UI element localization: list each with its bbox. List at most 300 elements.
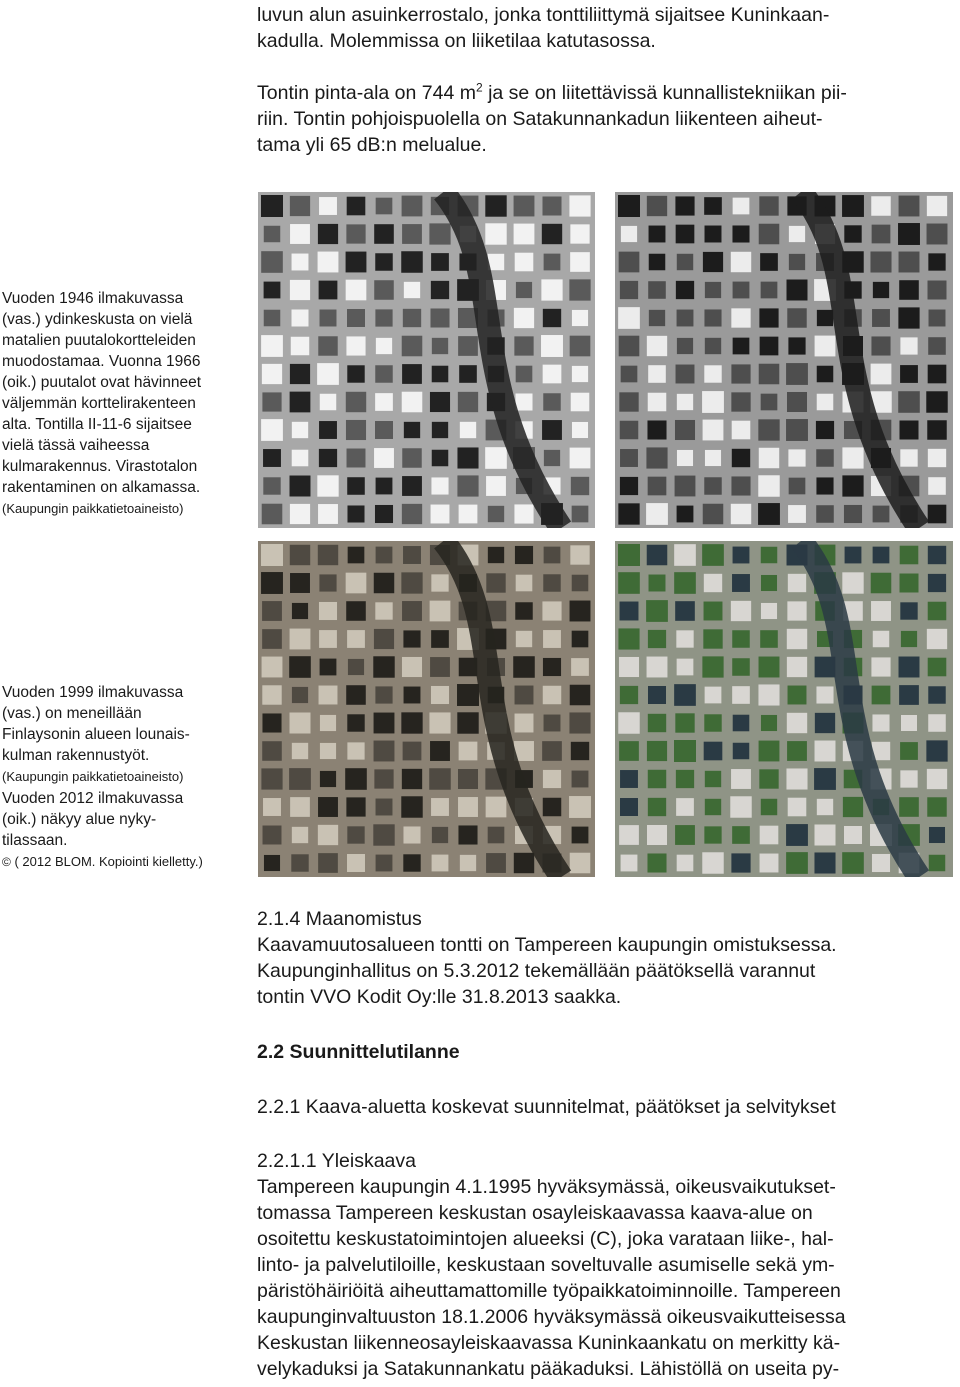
city-block — [928, 602, 947, 621]
city-block — [816, 449, 833, 466]
text-line: Kaupunginhallitus on 5.3.2012 tekemällään päätöksellä varannut — [257, 960, 816, 982]
city-block — [731, 476, 750, 495]
city-block — [290, 504, 310, 524]
city-block — [430, 741, 450, 761]
city-block — [759, 308, 778, 327]
city-block — [459, 742, 478, 761]
city-block — [732, 686, 750, 704]
city-block — [319, 281, 338, 300]
city-block — [872, 714, 889, 731]
city-block — [731, 504, 751, 524]
city-block — [261, 251, 283, 273]
city-block — [514, 504, 533, 523]
text-line: tontin VVO Kodit Oy:lle 31.8.2013 saakka. — [257, 986, 622, 1008]
city-block — [319, 630, 337, 648]
city-block — [789, 254, 805, 270]
city-block — [432, 450, 449, 467]
city-block — [646, 503, 668, 525]
city-block — [647, 545, 668, 566]
city-block — [928, 337, 946, 355]
city-block — [290, 545, 310, 565]
city-block — [620, 281, 638, 299]
city-block — [702, 852, 723, 873]
city-block — [486, 476, 506, 496]
city-block — [460, 855, 476, 871]
city-block — [347, 365, 364, 382]
city-block — [928, 477, 946, 495]
city-block — [543, 686, 561, 704]
city-block — [403, 309, 421, 327]
city-block — [432, 338, 448, 354]
city-block — [618, 712, 639, 733]
city-block — [572, 506, 589, 523]
city-block — [262, 685, 281, 704]
section-2-2-1-1 — [257, 1148, 957, 1382]
city-block — [430, 601, 451, 622]
city-block — [262, 601, 282, 621]
city-block — [731, 853, 750, 872]
city-block — [899, 797, 919, 817]
city-block — [289, 712, 310, 733]
city-block — [619, 657, 639, 677]
city-block — [374, 741, 395, 762]
city-block — [458, 825, 477, 844]
city-block — [618, 572, 640, 594]
city-block — [899, 252, 920, 273]
city-block — [646, 447, 667, 468]
city-block — [488, 506, 504, 522]
city-block — [290, 392, 311, 413]
city-block — [900, 770, 917, 787]
city-block — [677, 659, 694, 676]
city-block — [346, 685, 366, 705]
city-block — [347, 826, 364, 843]
city-block — [704, 826, 721, 843]
city-block — [705, 226, 722, 243]
city-block — [899, 280, 919, 300]
city-block — [375, 421, 393, 439]
city-block — [786, 419, 808, 441]
city-block — [402, 601, 422, 621]
text-line: päristöhäiriöitä aiheuttamattomille työpaikkatoiminnoille. Tampereen — [257, 1280, 841, 1302]
caption-1946-1966 — [2, 288, 252, 520]
city-block — [872, 309, 890, 327]
caption-source: (Kaupungin paikkatietoaineisto) — [2, 501, 184, 516]
city-block — [759, 448, 779, 468]
city-block — [262, 741, 282, 761]
city-block — [514, 336, 533, 355]
city-block — [760, 854, 779, 873]
city-block — [618, 307, 640, 329]
city-block — [375, 602, 392, 619]
city-block — [788, 798, 807, 817]
city-block — [292, 743, 308, 759]
city-block — [544, 547, 561, 564]
city-block — [432, 422, 448, 438]
city-block — [618, 195, 640, 217]
city-block — [647, 741, 667, 761]
city-block — [759, 741, 780, 762]
text-line: linto- ja palvelutiloille, keskustaan soveltuvalle asumiselle sekä ym- — [257, 1254, 835, 1276]
city-block — [731, 392, 750, 411]
city-block — [927, 629, 947, 649]
city-block — [732, 826, 750, 844]
city-block — [264, 310, 281, 327]
city-block — [374, 769, 393, 788]
city-block — [346, 392, 366, 412]
city-block — [292, 687, 308, 703]
city-block — [647, 825, 667, 845]
city-block — [900, 337, 917, 354]
city-block — [290, 280, 310, 300]
city-block — [928, 449, 946, 467]
city-block — [404, 282, 420, 298]
city-block — [404, 422, 420, 438]
city-block — [543, 658, 561, 676]
aerial-photo-2012 — [615, 541, 953, 877]
city-block — [374, 573, 394, 593]
city-block — [676, 798, 694, 816]
city-block — [318, 853, 338, 873]
city-block — [318, 336, 337, 355]
city-block — [618, 544, 640, 566]
city-block — [900, 449, 917, 466]
caption-line: (vas.) on meneillään — [2, 705, 142, 722]
city-block — [373, 824, 394, 845]
city-block — [900, 546, 919, 565]
city-block — [263, 826, 282, 845]
city-block — [842, 195, 864, 217]
city-block — [732, 574, 750, 592]
city-block — [320, 771, 336, 787]
city-block — [703, 252, 723, 272]
city-block — [901, 631, 917, 647]
city-block — [676, 630, 693, 647]
city-block — [788, 686, 807, 705]
city-block — [375, 309, 392, 326]
city-block — [261, 572, 283, 594]
section-heading: 2.2 Suunnittelutilanne — [257, 1041, 460, 1063]
city-block — [899, 420, 918, 439]
city-block — [261, 335, 283, 357]
city-block — [516, 575, 533, 592]
city-block — [648, 770, 666, 788]
city-block — [733, 715, 750, 732]
city-block — [900, 574, 919, 593]
city-block — [261, 768, 282, 789]
city-block — [731, 601, 751, 621]
city-block — [900, 742, 918, 760]
city-block — [872, 854, 890, 872]
city-block — [376, 855, 393, 872]
city-block — [704, 365, 721, 382]
city-block — [289, 656, 311, 678]
copyright-icon: © — [2, 855, 11, 869]
city-block — [677, 254, 693, 270]
city-block — [570, 685, 591, 706]
city-block — [345, 768, 367, 790]
city-block — [705, 771, 721, 787]
city-block — [619, 825, 639, 845]
city-block — [347, 630, 365, 648]
city-block — [318, 797, 338, 817]
city-block — [542, 420, 562, 440]
city-block — [704, 309, 721, 326]
city-block — [816, 477, 833, 494]
city-block — [648, 477, 667, 496]
city-block — [374, 224, 394, 244]
city-block — [543, 630, 561, 648]
city-block — [647, 196, 667, 216]
city-block — [815, 741, 836, 762]
intro-paragraph — [257, 2, 957, 54]
city-block — [429, 768, 450, 789]
city-block — [620, 477, 638, 495]
city-block — [842, 572, 863, 593]
city-block — [648, 686, 666, 704]
city-block — [430, 657, 450, 677]
city-block — [402, 504, 422, 524]
city-block — [620, 770, 638, 788]
text-line: Keskustan liikenneosayleiskaavassa Kuninkaankatu on merkitty kä- — [257, 1332, 841, 1354]
city-block — [702, 544, 724, 566]
city-block — [403, 826, 420, 843]
city-block — [675, 196, 694, 215]
city-block — [485, 447, 507, 469]
city-block — [572, 310, 588, 326]
city-block — [731, 769, 751, 789]
city-block — [674, 684, 696, 706]
city-block — [761, 575, 777, 591]
city-block — [787, 601, 806, 620]
text-line: Kaavamuutosalueen tontti on Tampereen kaupungin omistuksessa. — [257, 934, 837, 956]
city-block — [263, 477, 280, 494]
city-block — [318, 504, 338, 524]
city-block — [569, 796, 591, 818]
city-block — [319, 197, 337, 215]
city-block — [402, 224, 422, 244]
city-block — [929, 855, 945, 871]
city-block — [843, 797, 863, 817]
city-block — [457, 684, 479, 706]
city-block — [290, 364, 310, 384]
city-block — [544, 715, 561, 732]
city-block — [677, 338, 693, 354]
city-block — [760, 630, 778, 648]
city-block — [733, 338, 750, 355]
city-block — [486, 797, 507, 818]
city-block — [543, 309, 561, 327]
text-line: tama yli 65 dB:n melualue. — [257, 134, 487, 156]
city-block — [292, 603, 308, 619]
city-block — [842, 852, 864, 874]
city-block — [619, 252, 640, 273]
city-block — [789, 478, 806, 495]
city-block — [647, 853, 666, 872]
city-block — [703, 629, 722, 648]
city-block — [649, 226, 666, 243]
city-block — [844, 505, 862, 523]
city-block — [262, 504, 283, 525]
city-block — [347, 742, 364, 759]
city-block — [459, 505, 478, 524]
city-block — [459, 365, 477, 383]
city-block — [429, 223, 450, 244]
city-block — [621, 855, 638, 872]
city-block — [543, 770, 561, 788]
caption-source: (Kaupungin paikkatietoaineisto) — [2, 769, 184, 784]
city-block — [618, 503, 639, 524]
city-block — [290, 476, 311, 497]
city-block — [572, 422, 588, 438]
city-block — [927, 224, 948, 245]
caption-line: muodostamaa. Vuonna 1966 — [2, 353, 201, 370]
city-block — [842, 475, 863, 496]
aerial-image — [258, 192, 595, 528]
city-block — [702, 391, 724, 413]
city-block — [703, 504, 724, 525]
city-block — [816, 421, 834, 439]
city-block — [374, 629, 394, 649]
city-block — [620, 421, 639, 440]
city-block — [705, 338, 721, 354]
city-block — [431, 477, 448, 494]
city-block — [788, 337, 805, 354]
city-block — [675, 825, 695, 845]
caption-line: väljemmän korttelirakenteen — [2, 395, 196, 412]
city-block — [674, 572, 696, 594]
city-block — [787, 280, 808, 301]
city-block — [760, 826, 779, 845]
text-line: osoitettu keskustatoimintojen alueeksi (C), joka varataan liike-, hal- — [257, 1228, 834, 1250]
city-block — [620, 798, 638, 816]
city-block — [291, 337, 310, 356]
city-block — [485, 195, 506, 216]
city-block — [704, 197, 722, 215]
city-block — [572, 366, 588, 382]
city-block — [430, 392, 450, 412]
text-line: ja se on liitettävissä kunnallistekniikan pii- — [482, 82, 847, 104]
city-block — [899, 196, 920, 217]
city-block — [927, 196, 947, 216]
text-line: velykaduksi ja Satakunnankatu pääkaduksi. Lähistöllä on useita py- — [257, 1358, 840, 1380]
city-block — [731, 308, 750, 327]
city-block — [375, 365, 392, 382]
city-block — [515, 253, 534, 272]
city-block — [676, 281, 694, 299]
city-block — [928, 658, 947, 677]
city-block — [458, 797, 478, 817]
city-block — [402, 476, 422, 496]
caption-line: matalien puutalokortteleiden — [2, 332, 196, 349]
city-block — [571, 742, 589, 760]
caption-copyright: ( 2012 BLOM. Kopiointi kielletty.) — [14, 854, 203, 869]
city-block — [488, 254, 504, 270]
city-block — [347, 309, 365, 327]
city-block — [261, 419, 283, 441]
city-block — [403, 854, 420, 871]
city-block — [926, 391, 947, 412]
city-block — [786, 768, 807, 789]
city-block — [572, 827, 589, 844]
city-block — [761, 715, 777, 731]
city-block — [761, 603, 777, 619]
city-block — [376, 799, 393, 816]
city-block — [704, 742, 723, 761]
city-block — [402, 657, 422, 677]
city-block — [814, 768, 836, 790]
city-block — [620, 449, 638, 467]
city-block — [347, 197, 366, 216]
city-block — [346, 280, 367, 301]
city-block — [816, 686, 833, 703]
city-block — [649, 310, 665, 326]
city-block — [402, 769, 422, 789]
city-block — [787, 713, 807, 733]
city-block — [732, 421, 751, 440]
caption-line: alta. Tontilla II-11-6 sijaitsee — [2, 416, 192, 433]
city-block — [289, 768, 311, 790]
city-block — [262, 364, 282, 384]
city-block — [900, 365, 918, 383]
section-2-2-1 — [257, 1094, 957, 1120]
city-block — [898, 391, 920, 413]
city-block — [675, 420, 695, 440]
city-block — [404, 687, 421, 704]
city-block — [292, 450, 309, 467]
city-block — [761, 547, 778, 564]
city-block — [542, 741, 562, 761]
city-block — [758, 419, 779, 440]
city-block — [347, 449, 366, 468]
city-block — [647, 336, 667, 356]
city-block — [262, 392, 281, 411]
city-block — [515, 393, 532, 410]
city-block — [927, 797, 946, 816]
city-block — [817, 394, 834, 411]
city-block — [675, 601, 695, 621]
city-block — [928, 281, 947, 300]
city-block — [292, 827, 308, 843]
city-block — [485, 223, 506, 244]
city-block — [432, 366, 449, 383]
caption-line: tilassaan. — [2, 832, 68, 849]
city-block — [928, 505, 947, 524]
city-block — [788, 449, 805, 466]
city-block — [290, 629, 311, 650]
city-block — [873, 631, 889, 647]
city-block — [572, 631, 589, 648]
caption-line: (oik.) puutalot ovat hävinneet — [2, 374, 202, 391]
city-block — [569, 712, 590, 733]
city-block — [488, 827, 505, 844]
city-block — [570, 545, 589, 564]
city-block — [648, 798, 666, 816]
city-block — [929, 310, 946, 327]
city-block — [648, 393, 667, 412]
city-block — [460, 422, 476, 438]
city-block — [871, 336, 890, 355]
city-block — [402, 336, 423, 357]
city-block — [544, 254, 561, 271]
city-block — [346, 420, 366, 440]
city-block — [458, 769, 478, 789]
city-block — [263, 449, 281, 467]
city-block — [705, 450, 721, 466]
city-block — [320, 394, 336, 410]
city-block — [401, 712, 422, 733]
city-block — [929, 827, 945, 843]
